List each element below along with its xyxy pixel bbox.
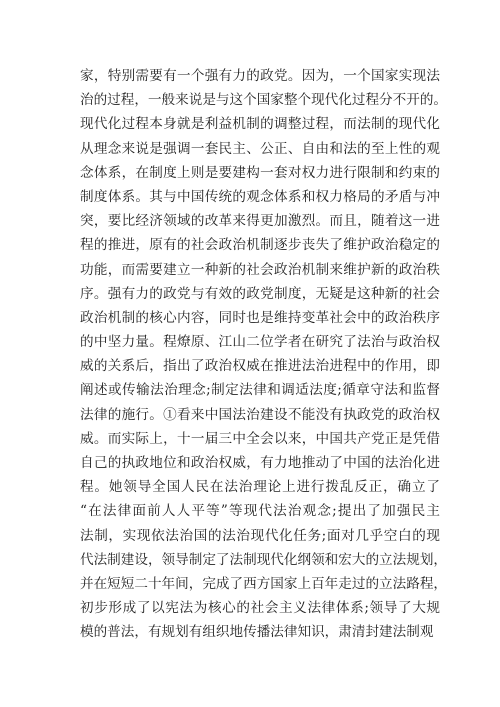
text-line: 功能，而需要建立一种新的社会政治机制来维护新的政治秩	[80, 261, 440, 278]
text-line: 威的关系后，指出了政治权威在推进法治进程中的作用，即	[80, 358, 440, 375]
text-line: 现代化过程本身就是利益机制的调整过程，而法制的现代化	[80, 116, 440, 133]
text-line: 阐述或传输法治理念;制定法律和调适法度;循章守法和监督	[80, 382, 440, 399]
text-line: 的中坚力量。程燎原、江山二位学者在研究了法治与政治权	[80, 334, 440, 351]
text-line: 法律的施行。①看来中国法治建设不能没有执政党的政治权	[80, 406, 440, 423]
text-line: 自己的执政地位和政治权威，有力地推动了中国的法治化进	[80, 455, 440, 471]
text-line: 威。而实际上，十一届三中全会以来，中国共产党正是凭借	[80, 430, 440, 447]
text-line: 念体系，在制度上则是要建构一套对权力进行限制和约束的	[80, 164, 440, 181]
text-line: 突，要比经济领域的改革来得更加激烈。而且，随着这一进	[80, 213, 440, 230]
text-line: 代法制建设，领导制定了法制现代化纲领和宏大的立法规划，	[80, 551, 448, 568]
text-line: 制度体系。其与中国传统的观念体系和权力格局的矛盾与冲	[80, 188, 440, 205]
text-line: “在法律面前人人平等”等现代法治观念;提出了加强民主	[80, 503, 440, 520]
text-line: 治的过程，一般来说是与这个国家整个现代化过程分不开的。	[80, 92, 448, 109]
text-line: 政治机制的核心内容，同时也是维持变革社会中的政治秩序	[80, 309, 440, 326]
body-text	[80, 64, 448, 645]
text-line: 程的推进，原有的社会政治机制逐步丧失了维护政治稳定的	[80, 237, 440, 254]
text-line: 法制，实现依法治国的法治现代化任务;面对几乎空白的现	[80, 527, 440, 544]
text-line: 序。强有力的政党与有效的政党制度，无疑是这种新的社会	[80, 285, 440, 302]
text-line: 家，特别需要有一个强有力的政党。因为，一个国家实现法	[80, 68, 440, 84]
text-line: 程。她领导全国人民在法治理论上进行拨乱反正，确立了	[80, 479, 440, 496]
text-line: 从理念来说是强调一套民主、公正、自由和法的至上性的观	[80, 140, 440, 157]
text-line: 并在短短二十年间，完成了西方国家上百年走过的立法路程，	[80, 575, 448, 592]
text-line: 模的普法，有规划有组织地传播法律知识，肃清封建法制观	[80, 624, 434, 641]
text-line: 初步形成了以宪法为核心的社会主义法律体系;领导了大规	[80, 600, 440, 617]
